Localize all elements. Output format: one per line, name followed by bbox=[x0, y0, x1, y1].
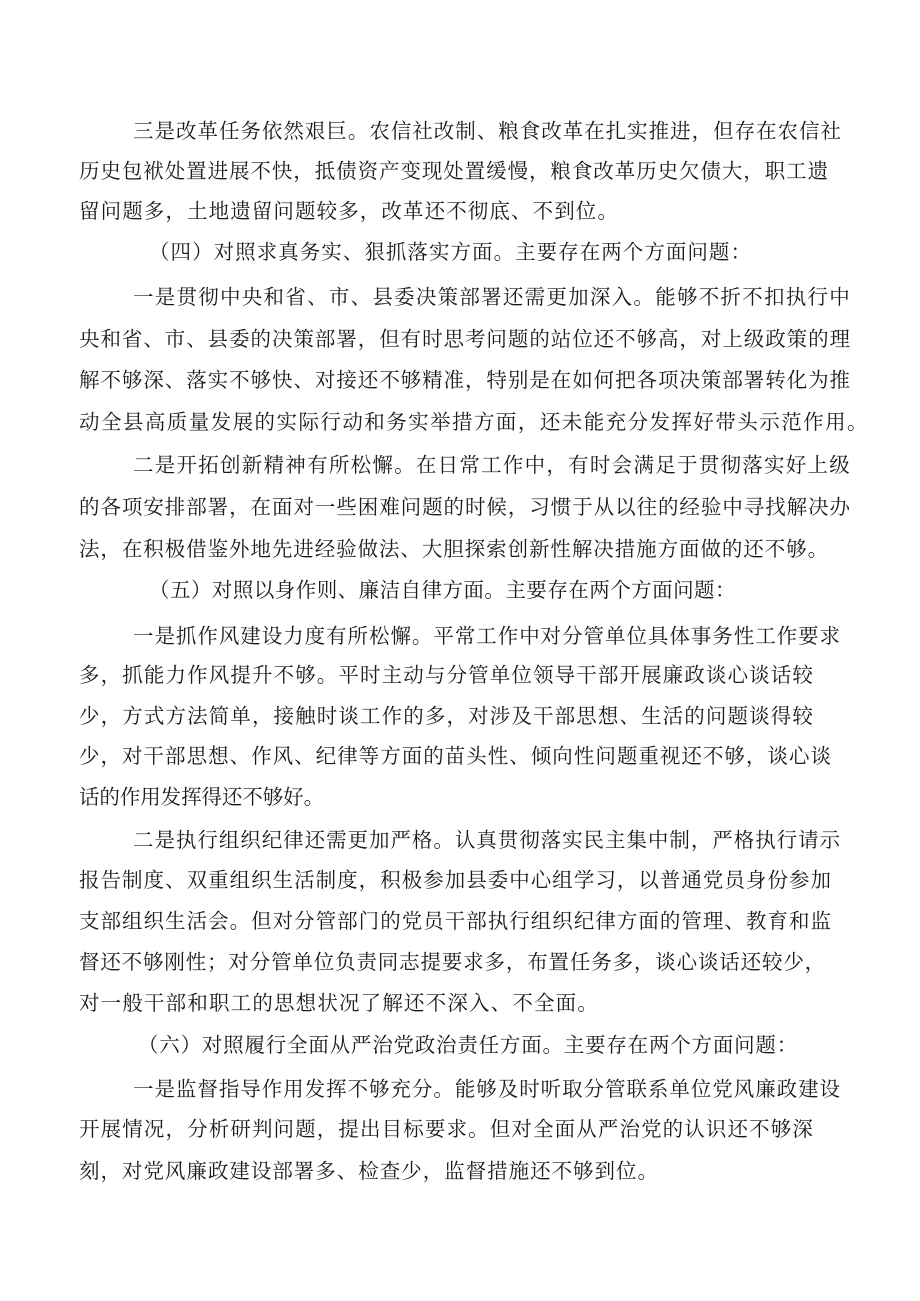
paragraph-line: 对一般干部和职工的思想状况了解还不深入、不全面。 bbox=[79, 991, 600, 1015]
section-heading: （六）对照履行全面从严治党政治责任方面。主要存在两个方面问题： bbox=[138, 1033, 798, 1057]
paragraph-line: 二是执行组织纪律还需更加严格。认真贯彻落实民主集中制，严格执行请示 bbox=[133, 828, 842, 852]
paragraph-line: 一是监督指导作用发挥不够充分。能够及时听取分管联系单位党风廉政建设 bbox=[133, 1077, 842, 1101]
paragraph-line: 少，对干部思想、作风、纪律等方面的苗头性、倾向性问题重视还不够，谈心谈 bbox=[79, 744, 832, 768]
paragraph-line: 话的作用发挥得还不够好。 bbox=[79, 785, 325, 809]
paragraph-line: 一是抓作风建设力度有所松懈。平常工作中对分管单位具体事务性工作要求 bbox=[133, 624, 842, 648]
section-heading: （五）对照以身作则、廉洁自律方面。主要存在两个方面问题： bbox=[149, 578, 736, 602]
paragraph-line: 报告制度、双重组织生活制度，积极参加县委中心组学习，以普通党员身份参加 bbox=[79, 868, 832, 892]
paragraph-line: 留问题多，土地遗留问题较多，改革还不彻底、不到位。 bbox=[79, 199, 619, 223]
paragraph-line: 法，在积极借鉴外地先进经验做法、大胆探索创新性解决措施方面做的还不够。 bbox=[79, 537, 830, 561]
paragraph-line: 央和省、市、县委的决策部署，但有时思考问题的站位还不够高，对上级政策的理 bbox=[79, 327, 851, 351]
section-heading: （四）对照求真务实、狠抓落实方面。主要存在两个方面问题： bbox=[149, 240, 753, 264]
paragraph-line: 动全县高质量发展的实际行动和务实举措方面，还未能充分发挥好带头示范作用。 bbox=[79, 410, 869, 434]
paragraph-line: 一是贯彻中央和省、市、县委决策部署还需更加深入。能够不折不扣执行中 bbox=[133, 285, 852, 309]
paragraph-line: 支部组织生活会。但对分管部门的党员干部执行组织纪律方面的管理、教育和监 bbox=[79, 909, 832, 933]
paragraph-line: 历史包袱处置进展不快，抵债资产变现处置缓慢，粮食改革历史欠债大，职工遗 bbox=[79, 159, 830, 183]
paragraph-line: 二是开拓创新精神有所松懈。在日常工作中，有时会满足于贯彻落实好上级 bbox=[133, 453, 852, 477]
paragraph-line: 督还不够刚性；对分管单位负责同志提要求多，布置任务多，谈心谈话还较少， bbox=[79, 950, 827, 974]
paragraph-line: 多，抓能力作风提升不够。平时主动与分管单位领导干部开展廉政谈心谈话较 bbox=[79, 663, 815, 687]
paragraph-line: 开展情况，分析研判问题，提出目标要求。但对全面从严治党的认识还不够深 bbox=[79, 1117, 815, 1141]
paragraph-line: 三是改革任务依然艰巨。农信社改制、粮食改革在扎实推进，但存在农信社 bbox=[133, 119, 843, 143]
paragraph-line: 少，方式方法简单，接触时谈工作的多，对涉及干部思想、生活的问题谈得较 bbox=[79, 704, 815, 728]
paragraph-line: 的各项安排部署，在面对一些困难问题的时候，习惯于从以往的经验中寻找解决办 bbox=[79, 495, 851, 519]
paragraph-line: 解不够深、落实不够快、对接还不够精准，特别是在如何把各项决策部署转化为推 bbox=[79, 368, 851, 392]
paragraph-line: 刻，对党风廉政建设部署多、检查少，监督措施还不够到位。 bbox=[79, 1159, 659, 1183]
